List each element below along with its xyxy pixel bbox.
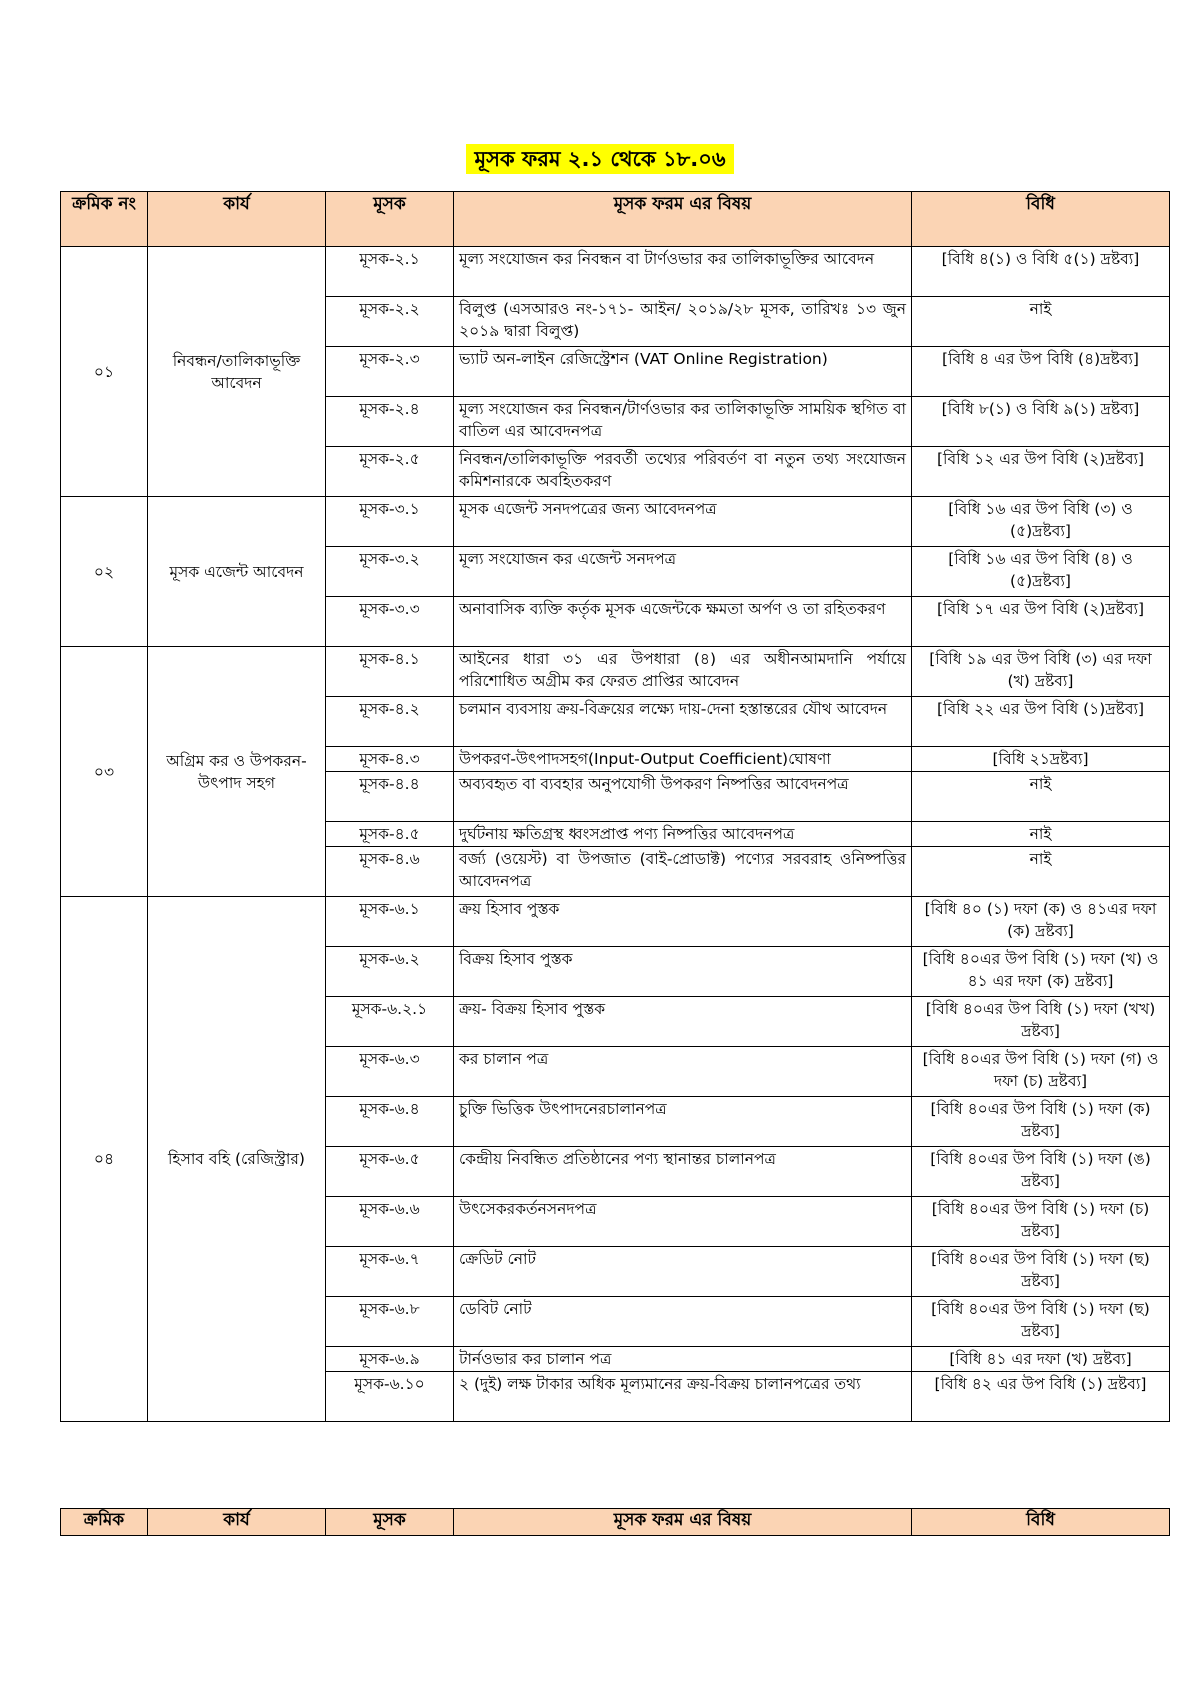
form-code: মূসক-৪.৫ (326, 822, 454, 847)
form-rule: [বিধি ৪০এর উপ বিধি (১) দফা (ঙ) দ্রষ্টব্য] (912, 1147, 1170, 1197)
form-subject: মূল্য সংযোজন কর নিবন্ধন/টার্ণওভার কর তালিকাভূক্তি সাময়িক স্থগিত বা বাতিল এর আবেদনপত্র (454, 397, 912, 447)
form-code: মূসক-৬.৫ (326, 1147, 454, 1197)
header-form: মূসক (326, 1509, 454, 1536)
form-subject: ২ (দুই) লক্ষ টাকার অধিক মূল্যমানের ক্রয়-বিক্রয় চালানপত্রের তথ্য (454, 1372, 912, 1422)
vat-forms-table-continued (60, 1508, 1170, 1536)
table-header-row (61, 192, 1170, 247)
form-code: মূসক-২.২ (326, 297, 454, 347)
form-rule: [বিধি ৪০এর উপ বিধি (১) দফা (চ) দ্রষ্টব্য] (912, 1197, 1170, 1247)
form-subject: নিবন্ধন/তালিকাভূক্তি পরবর্তী তথ্যের পরিবর্তণ বা নতুন তথ্য সংযোজন কমিশনারকে অবহিতকরণ (454, 447, 912, 497)
header-subject: মূসক ফরম এর বিষয় (454, 1509, 912, 1536)
header-form: মূসক (326, 192, 454, 247)
form-code: মূসক-৬.৩ (326, 1047, 454, 1097)
form-subject: ভ্যাট অন-লাইন রেজিস্ট্রেশন (VAT Online Registration) (454, 347, 912, 397)
form-rule: [বিধি ৪০এর উপ বিধি (১) দফা (খখ) দ্রষ্টব্য] (912, 997, 1170, 1047)
form-subject: কর চালান পত্র (454, 1047, 912, 1097)
form-code: মূসক-২.৩ (326, 347, 454, 397)
table-row (61, 247, 1170, 297)
group-task: নিবন্ধন/তালিকাভূক্তি আবেদন (148, 247, 326, 497)
header-serial: ক্রমিক (61, 1509, 148, 1536)
form-code: মূসক-৪.২ (326, 697, 454, 747)
form-code: মূসক-৩.১ (326, 497, 454, 547)
form-subject: কেন্দ্রীয় নিবন্ধিত প্রতিষ্ঠানের পণ্য স্থানান্তর চালানপত্র (454, 1147, 912, 1197)
group-task: হিসাব বহি (রেজিস্ট্রার) (148, 897, 326, 1422)
form-rule: [বিধি ৪১ এর দফা (খ) দ্রষ্টব্য] (912, 1347, 1170, 1372)
form-rule: [বিধি ১৬ এর উপ বিধি (৪) ও (৫)দ্রষ্টব্য] (912, 547, 1170, 597)
group-task: অগ্রিম কর ও উপকরন-উৎপাদ সহগ (148, 647, 326, 897)
form-rule: [বিধি ৪ এর উপ বিধি (৪)দ্রষ্টব্য] (912, 347, 1170, 397)
form-subject: মূসক এজেন্ট সনদপত্রের জন্য আবেদনপত্র (454, 497, 912, 547)
table-row (61, 497, 1170, 547)
form-rule: নাই (912, 847, 1170, 897)
form-subject: ক্রেডিট নোট (454, 1247, 912, 1297)
form-rule: [বিধি ৪০এর উপ বিধি (১) দফা (ছ) দ্রষ্টব্য] (912, 1297, 1170, 1347)
form-code: মূসক-৬.২.১ (326, 997, 454, 1047)
form-rule: [বিধি ১৯ এর উপ বিধি (৩) এর দফা (খ) দ্রষ্টব্য] (912, 647, 1170, 697)
form-subject: উপকরণ-উৎপাদসহগ(Input-Output Coefficient)ঘোষণা (454, 747, 912, 772)
group-serial: ০৩ (61, 647, 148, 897)
form-subject: চুক্তি ভিত্তিক উৎপাদনেরচালানপত্র (454, 1097, 912, 1147)
form-rule: [বিধি ১৭ এর উপ বিধি (২)দ্রষ্টব্য] (912, 597, 1170, 647)
form-rule: [বিধি ২২ এর উপ বিধি (১)দ্রষ্টব্য] (912, 697, 1170, 747)
vat-forms-table (60, 191, 1170, 1422)
form-rule: [বিধি ৪০ (১) দফা (ক) ও ৪১এর দফা (ক) দ্রষ্টব্য] (912, 897, 1170, 947)
form-rule: [বিধি ৮(১) ও বিধি ৯(১) দ্রষ্টব্য] (912, 397, 1170, 447)
header-serial: ক্রমিক নং (61, 192, 148, 247)
form-code: মূসক-৬.১০ (326, 1372, 454, 1422)
form-rule: [বিধি ১৬ এর উপ বিধি (৩) ও (৫)দ্রষ্টব্য] (912, 497, 1170, 547)
form-subject: মূল্য সংযোজন কর নিবন্ধন বা টার্ণওভার কর তালিকাভূক্তির আবেদন (454, 247, 912, 297)
form-code: মূসক-৬.৭ (326, 1247, 454, 1297)
form-rule: [বিধি ২১দ্রষ্টব্য] (912, 747, 1170, 772)
form-rule: [বিধি ৪০এর উপ বিধি (১) দফা (গ) ও দফা (চ) দ্রষ্টব্য] (912, 1047, 1170, 1097)
form-subject: বিলুপ্ত (এসআরও নং-১৭১- আইন/ ২০১৯/২৮ মূসক, তারিখঃ ১৩ জুন ২০১৯ দ্বারা বিলুপ্ত) (454, 297, 912, 347)
form-rule: নাই (912, 297, 1170, 347)
form-code: মূসক-২.১ (326, 247, 454, 297)
form-subject: বর্জ্য (ওয়েস্ট) বা উপজাত (বাই-প্রোডাক্ট) পণ্যের সরবরাহ ওনিষ্পত্তির আবেদনপত্র (454, 847, 912, 897)
form-code: মূসক-২.৪ (326, 397, 454, 447)
form-subject: ডেবিট নোট (454, 1297, 912, 1347)
form-subject: অনাবাসিক ব্যক্তি কর্তৃক মূসক এজেন্টকে ক্ষমতা অর্পণ ও তা রহিতকরণ (454, 597, 912, 647)
header-subject: মূসক ফরম এর বিষয় (454, 192, 912, 247)
form-subject: টার্নওভার কর চালান পত্র (454, 1347, 912, 1372)
form-rule: নাই (912, 822, 1170, 847)
group-serial: ০২ (61, 497, 148, 647)
form-rule: [বিধি ৪২ এর উপ বিধি (১) দ্রষ্টব্য] (912, 1372, 1170, 1422)
form-subject: আইনের ধারা ৩১ এর উপধারা (৪) এর অধীনআমদানি পর্যায়ে পরিশোধিত অগ্রীম কর ফেরত প্রাপ্তির আবেদন (454, 647, 912, 697)
form-code: মূসক-৬.২ (326, 947, 454, 997)
form-subject: ক্রয় হিসাব পুস্তক (454, 897, 912, 947)
table-row (61, 897, 1170, 947)
form-code: মূসক-৬.৬ (326, 1197, 454, 1247)
form-code: মূসক-৪.১ (326, 647, 454, 697)
header-rule: বিধি (912, 1509, 1170, 1536)
form-code: মূসক-৬.৮ (326, 1297, 454, 1347)
form-rule: [বিধি ৪০এর উপ বিধি (১) দফা (ছ) দ্রষ্টব্য] (912, 1247, 1170, 1297)
group-task: মূসক এজেন্ট আবেদন (148, 497, 326, 647)
form-subject: চলমান ব্যবসায় ক্রয়-বিক্রয়ের লক্ষ্যে দায়-দেনা হস্তান্তরের যৌথ আবেদন (454, 697, 912, 747)
form-code: মূসক-৬.৪ (326, 1097, 454, 1147)
form-subject: মূল্য সংযোজন কর এজেন্ট সনদপত্র (454, 547, 912, 597)
form-subject: ক্রয়- বিক্রয় হিসাব পুস্তক (454, 997, 912, 1047)
form-code: মূসক-৪.৪ (326, 772, 454, 822)
form-subject: অব্যবহৃত বা ব্যবহার অনুপযোগী উপকরণ নিষ্পত্তির আবেদনপত্র (454, 772, 912, 822)
form-rule: [বিধি ৪০এর উপ বিধি (১) দফা (খ) ও ৪১ এর দফা (ক) দ্রষ্টব্য] (912, 947, 1170, 997)
form-code: মূসক-৬.১ (326, 897, 454, 947)
form-rule: [বিধি ৪০এর উপ বিধি (১) দফা (ক) দ্রষ্টব্য] (912, 1097, 1170, 1147)
form-rule: নাই (912, 772, 1170, 822)
group-serial: ০৪ (61, 897, 148, 1422)
form-code: মূসক-৪.৩ (326, 747, 454, 772)
form-subject: উৎসেকরকর্তনসনদপত্র (454, 1197, 912, 1247)
form-subject: বিক্রয় হিসাব পুস্তক (454, 947, 912, 997)
form-code: মূসক-৪.৬ (326, 847, 454, 897)
table-row (61, 647, 1170, 697)
form-code: মূসক-২.৫ (326, 447, 454, 497)
header-rule: বিধি (912, 192, 1170, 247)
page-title: মূসক ফরম ২.১ থেকে ১৮.০৬ (466, 144, 733, 174)
header-task: কার্য (148, 192, 326, 247)
table-header-row (61, 1509, 1170, 1536)
form-code: মূসক-৩.৩ (326, 597, 454, 647)
form-subject: দুর্ঘটনায় ক্ষতিগ্রস্থ ধ্বংসপ্রাপ্ত পণ্য নিষ্পত্তির আবেদনপত্র (454, 822, 912, 847)
form-code: মূসক-৩.২ (326, 547, 454, 597)
group-serial: ০১ (61, 247, 148, 497)
form-code: মূসক-৬.৯ (326, 1347, 454, 1372)
form-rule: [বিধি ১২ এর উপ বিধি (২)দ্রষ্টব্য] (912, 447, 1170, 497)
header-task: কার্য (148, 1509, 326, 1536)
form-rule: [বিধি ৪(১) ও বিধি ৫(১) দ্রষ্টব্য] (912, 247, 1170, 297)
